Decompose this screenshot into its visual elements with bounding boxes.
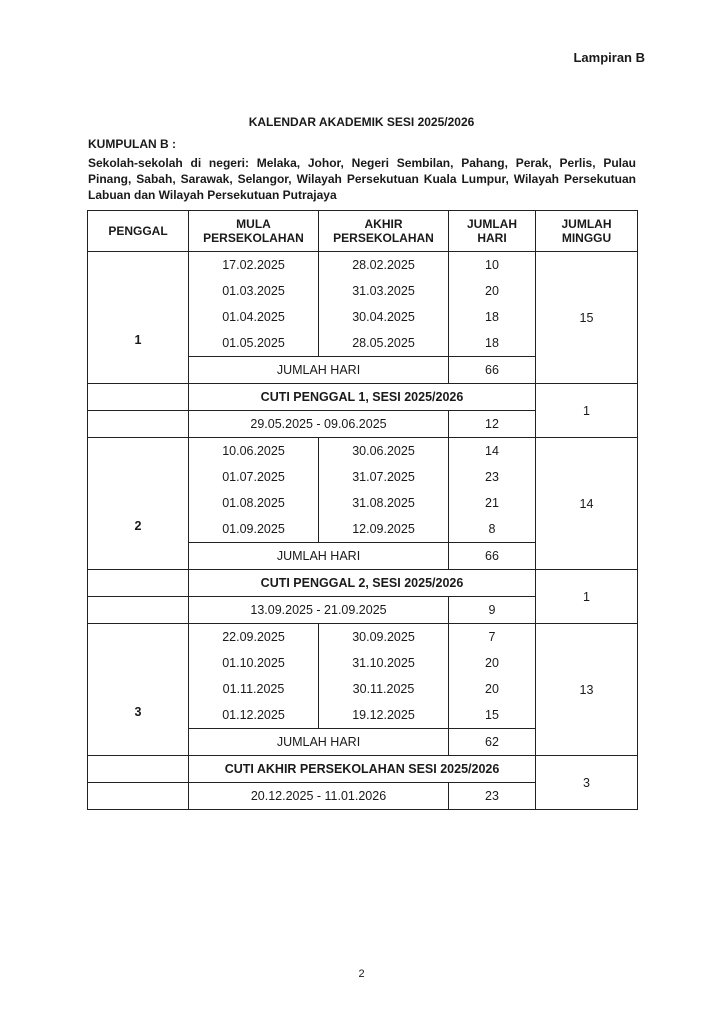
attachment-label: Lampiran B bbox=[573, 50, 645, 65]
break-title-row bbox=[88, 384, 638, 411]
table-row bbox=[88, 252, 638, 279]
week-count: 13 bbox=[536, 624, 638, 756]
day-count: 18 bbox=[449, 304, 536, 330]
break-weeks: 3 bbox=[536, 756, 638, 810]
end-date: 31.03.2025 bbox=[319, 278, 449, 304]
end-date: 12.09.2025 bbox=[319, 516, 449, 543]
day-count: 20 bbox=[449, 650, 536, 676]
day-count: 10 bbox=[449, 252, 536, 279]
start-date: 22.09.2025 bbox=[189, 624, 319, 651]
header-jumlah-hari: JUMLAH HARI bbox=[449, 211, 536, 252]
states-description: Sekolah-sekolah di negeri: Melaka, Johor, Negeri Sembilan, Pahang, Perak, Perlis, Pulau Pinang, Sabah, Sarawak, Selangor, Wilayah Persekutuan Kuala Lumpur, Wilayah Persekutuan Labuan dan Wilayah Persekutuan Putrajaya bbox=[88, 156, 636, 202]
total-label: JUMLAH HARI bbox=[189, 543, 449, 570]
end-date: 31.08.2025 bbox=[319, 490, 449, 516]
end-date: 31.07.2025 bbox=[319, 464, 449, 490]
header-jumlah-minggu: JUMLAH MINGGU bbox=[536, 211, 638, 252]
start-date: 17.02.2025 bbox=[189, 252, 319, 279]
term-number: 3 bbox=[88, 624, 189, 756]
break-days: 12 bbox=[449, 411, 536, 438]
start-date: 01.09.2025 bbox=[189, 516, 319, 543]
header-akhir: AKHIR PERSEKOLAHAN bbox=[319, 211, 449, 252]
start-date: 01.05.2025 bbox=[189, 330, 319, 357]
end-date: 30.04.2025 bbox=[319, 304, 449, 330]
week-count: 14 bbox=[536, 438, 638, 570]
day-count: 15 bbox=[449, 702, 536, 729]
page-title: KALENDAR AKADEMIK SESI 2025/2026 bbox=[248, 115, 475, 129]
day-count: 7 bbox=[449, 624, 536, 651]
break-weeks: 1 bbox=[536, 384, 638, 438]
break-days: 23 bbox=[449, 783, 536, 810]
start-date: 01.07.2025 bbox=[189, 464, 319, 490]
end-date: 31.10.2025 bbox=[319, 650, 449, 676]
term-number: 2 bbox=[88, 438, 189, 570]
break-title-row bbox=[88, 570, 638, 597]
total-days: 66 bbox=[449, 543, 536, 570]
total-label: JUMLAH HARI bbox=[189, 357, 449, 384]
term-number: 1 bbox=[88, 252, 189, 384]
page-number: 2 bbox=[358, 968, 365, 980]
start-date: 01.10.2025 bbox=[189, 650, 319, 676]
start-date: 01.11.2025 bbox=[189, 676, 319, 702]
day-count: 21 bbox=[449, 490, 536, 516]
break-title: CUTI AKHIR PERSEKOLAHAN SESI 2025/2026 bbox=[189, 756, 536, 783]
day-count: 14 bbox=[449, 438, 536, 465]
end-date: 30.09.2025 bbox=[319, 624, 449, 651]
day-count: 18 bbox=[449, 330, 536, 357]
day-count: 23 bbox=[449, 464, 536, 490]
start-date: 01.03.2025 bbox=[189, 278, 319, 304]
start-date: 01.08.2025 bbox=[189, 490, 319, 516]
break-title: CUTI PENGGAL 1, SESI 2025/2026 bbox=[189, 384, 536, 411]
break-range: 29.05.2025 - 09.06.2025 bbox=[189, 411, 449, 438]
table-row bbox=[88, 438, 638, 465]
group-label: KUMPULAN B : bbox=[88, 137, 176, 151]
table-row bbox=[88, 624, 638, 651]
header-mula: MULA PERSEKOLAHAN bbox=[189, 211, 319, 252]
start-date: 01.12.2025 bbox=[189, 702, 319, 729]
end-date: 30.11.2025 bbox=[319, 676, 449, 702]
total-days: 66 bbox=[449, 357, 536, 384]
day-count: 20 bbox=[449, 676, 536, 702]
break-title: CUTI PENGGAL 2, SESI 2025/2026 bbox=[189, 570, 536, 597]
week-count: 15 bbox=[536, 252, 638, 384]
break-days: 9 bbox=[449, 597, 536, 624]
end-date: 28.05.2025 bbox=[319, 330, 449, 357]
academic-calendar-table bbox=[87, 210, 638, 810]
end-date: 19.12.2025 bbox=[319, 702, 449, 729]
break-range: 20.12.2025 - 11.01.2026 bbox=[189, 783, 449, 810]
day-count: 20 bbox=[449, 278, 536, 304]
total-days: 62 bbox=[449, 729, 536, 756]
start-date: 01.04.2025 bbox=[189, 304, 319, 330]
break-title-row bbox=[88, 756, 638, 783]
table-header-row bbox=[88, 211, 638, 252]
break-weeks: 1 bbox=[536, 570, 638, 624]
start-date: 10.06.2025 bbox=[189, 438, 319, 465]
header-penggal: PENGGAL bbox=[88, 211, 189, 252]
total-label: JUMLAH HARI bbox=[189, 729, 449, 756]
break-range: 13.09.2025 - 21.09.2025 bbox=[189, 597, 449, 624]
day-count: 8 bbox=[449, 516, 536, 543]
end-date: 30.06.2025 bbox=[319, 438, 449, 465]
end-date: 28.02.2025 bbox=[319, 252, 449, 279]
